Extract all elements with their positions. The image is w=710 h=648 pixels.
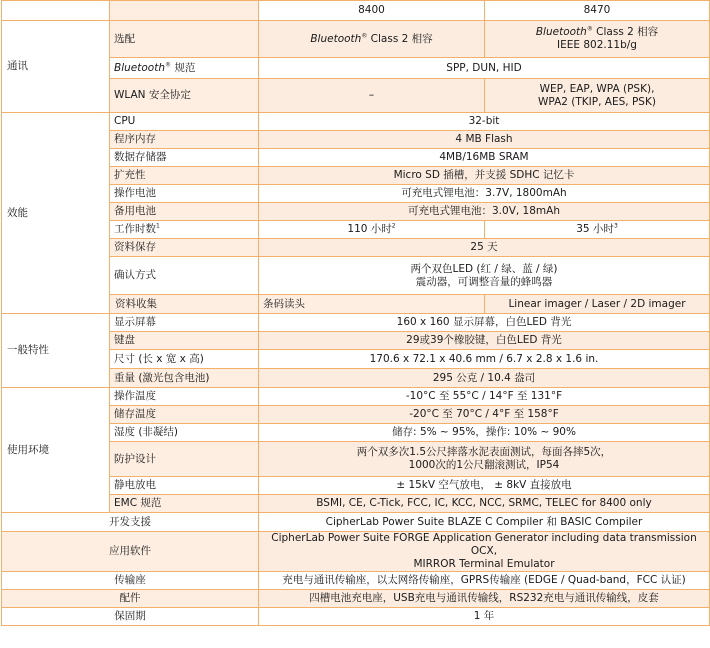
label-st-temp: 储存温度 [110, 406, 259, 424]
label-size: 尺寸 (长 x 宽 x 高) [110, 350, 259, 369]
label-program: 程序内存 [110, 131, 259, 149]
label-protect: 防护设计 [110, 442, 259, 477]
wlan-line2: WPA2 (TKIP, AES, PSK) [538, 95, 656, 108]
value-emc: BSMI, CE, C-Tick, FCC, IC, KCC, NCC, SRMC, TELEC for 8400 only [259, 495, 710, 513]
reg-mark: ® [361, 32, 368, 39]
value-weight: 295 公克 / 10.4 盎司 [259, 369, 710, 388]
software-line2: MIRROR Terminal Emulator [413, 558, 555, 570]
header-row [2, 1, 710, 21]
label-keypad: 键盘 [110, 332, 259, 350]
row-accessory [2, 590, 710, 608]
label-backup: 备用电池 [110, 203, 259, 221]
worktime-8470-text: 35 小时 [576, 223, 614, 235]
row-software [2, 532, 710, 572]
label-barcode: 条码读头 [259, 295, 485, 314]
value-battery: 可充电式锂电池：3.7V, 1800mAh [259, 185, 710, 203]
bt-rest: Class 2 相容 [367, 32, 433, 45]
value-st-temp: -20°C 至 70°C / 4°F 至 158°F [259, 406, 710, 424]
value-storage: 4MB/16MB SRAM [259, 149, 710, 167]
bt-italic: Bluetooth [310, 32, 362, 45]
reg-mark: ® [164, 61, 171, 68]
label-expand: 扩充性 [110, 167, 259, 185]
value-config-8400 [259, 21, 485, 58]
value-op-temp: -10°C 至 55°C / 14°F 至 131°F [259, 388, 710, 406]
value-humidity: 储存: 5% ~ 95%，操作: 10% ~ 90% [259, 424, 710, 442]
protect-line1: 两个双多次1.5公尺摔落水泥表面测试，每面各摔5次， [356, 446, 612, 458]
bt-rest: 规范 [170, 61, 196, 74]
label-battery: 操作电池 [110, 185, 259, 203]
label-confirm: 确认方式 [110, 257, 259, 295]
label-weight: 重量 (激光包含电池) [110, 369, 259, 388]
bt-italic: Bluetooth [114, 61, 165, 74]
label-cradle: 传输座 [2, 572, 259, 590]
worktime-label-text: 工作时数 [114, 223, 156, 235]
category-general: 一般特性 [2, 314, 110, 388]
confirm-line1: 两个双色LED (红 / 绿、蓝 / 绿) [410, 262, 558, 275]
value-config-8470 [485, 21, 710, 58]
wifi-standard: IEEE 802.11b/g [557, 39, 637, 51]
footnote-2: 2 [391, 222, 396, 230]
label-cpu: CPU [110, 113, 259, 131]
label-op-temp: 操作温度 [110, 388, 259, 406]
spec-table [1, 0, 710, 626]
row-warranty [2, 608, 710, 626]
header-empty-label [110, 1, 259, 21]
label-config: 选配 [110, 21, 259, 58]
footnote-3: 3 [613, 222, 618, 230]
value-software [259, 532, 710, 572]
reg-mark: ® [586, 25, 593, 33]
category-comm: 通讯 [2, 21, 110, 113]
software-line1: CipherLab Power Suite FORGE Application Generator including data transmission OCX, [271, 532, 697, 557]
label-display: 显示屏幕 [110, 314, 259, 332]
label-warranty: 保固期 [2, 608, 259, 626]
row-op-temp [2, 388, 710, 406]
category-performance: 效能 [2, 113, 110, 314]
bt-italic: Bluetooth [535, 26, 587, 38]
value-accessory: 四槽电池充电座，USB充电与通讯传输线，RS232充电与通讯传输线，皮套 [259, 590, 710, 608]
protect-line2: 1000次的1公尺翻滚测试，IP54 [408, 459, 560, 471]
header-8400: 8400 [259, 1, 485, 21]
value-warranty: 1 年 [259, 608, 710, 626]
value-esd: ± 15kV 空气放电， ± 8kV 直接放电 [259, 477, 710, 495]
row-display [2, 314, 710, 332]
row-devsupport [2, 513, 710, 532]
value-wlan-8400: – [259, 79, 485, 113]
value-protect [259, 442, 710, 477]
label-worktime [110, 221, 259, 239]
wlan-line1: WEP, EAP, WPA (PSK), [539, 82, 655, 95]
footnote-1: 1 [156, 222, 160, 230]
row-config [2, 21, 710, 58]
value-retention: 25 天 [259, 239, 710, 257]
value-expand: Micro SD 插槽，并支援 SDHC 记忆卡 [259, 167, 710, 185]
category-environment: 使用环境 [2, 388, 110, 513]
worktime-8400-text: 110 小时 [347, 223, 392, 235]
label-accessory: 配件 [2, 590, 259, 608]
value-devsupport: CipherLab Power Suite BLAZE C Compiler 和 BASIC Compiler [259, 513, 710, 532]
value-barcode: Linear imager / Laser / 2D imager [485, 295, 710, 314]
value-worktime-8470 [485, 221, 710, 239]
value-worktime-8400 [259, 221, 485, 239]
label-bt-spec [110, 58, 259, 79]
label-devsupport: 开发支援 [2, 513, 259, 532]
label-humidity: 湿度 (非凝结) [110, 424, 259, 442]
header-8470: 8470 [485, 1, 710, 21]
value-keypad: 29或39个橡胶键，白色LED 背光 [259, 332, 710, 350]
bt-rest: Class 2 相容 [592, 26, 659, 38]
value-confirm [259, 257, 710, 295]
label-retention: 资料保存 [110, 239, 259, 257]
value-cpu: 32-bit [259, 113, 710, 131]
value-program: 4 MB Flash [259, 131, 710, 149]
category-data-collection: 资料收集 [110, 295, 259, 314]
value-cradle: 充电与通讯传输座，以太网络传输座，GPRS传输座 (EDGE / Quad-band，FCC 认证) [259, 572, 710, 590]
value-size: 170.6 x 72.1 x 40.6 mm / 6.7 x 2.8 x 1.6 in. [259, 350, 710, 369]
row-cradle [2, 572, 710, 590]
value-display: 160 x 160 显示屏幕，白色LED 背光 [259, 314, 710, 332]
label-software: 应用软件 [2, 532, 259, 572]
header-empty [2, 1, 110, 21]
value-wlan-8470 [485, 79, 710, 113]
label-esd: 静电放电 [110, 477, 259, 495]
confirm-line2: 震动器，可调整音量的蜂鸣器 [415, 275, 553, 288]
row-cpu [2, 113, 710, 131]
label-storage: 数据存储器 [110, 149, 259, 167]
value-backup: 可充电式锂电池：3.0V, 18mAh [259, 203, 710, 221]
value-bt-spec: SPP, DUN, HID [259, 58, 710, 79]
label-wlan: WLAN 安全协定 [110, 79, 259, 113]
label-emc: EMC 规范 [110, 495, 259, 513]
